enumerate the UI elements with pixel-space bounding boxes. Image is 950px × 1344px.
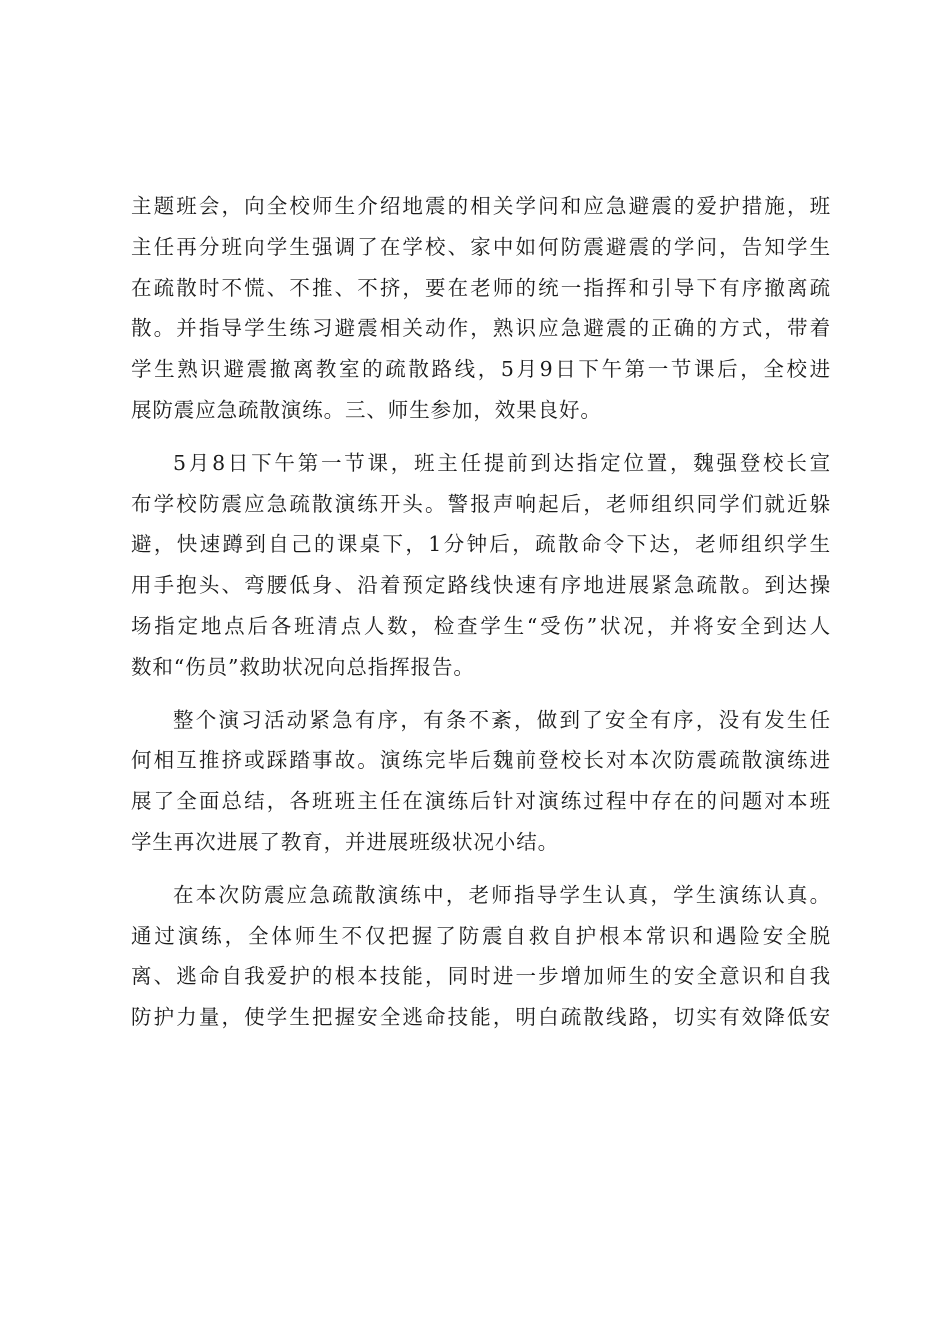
text-line: 场指定地点后各班清点人数，检查学生“受伤”状况，并将安全到达人	[131, 613, 831, 638]
text-line: 通过演练，全体师生不仅把握了防震自救自护根本常识和遇险安全脱	[131, 923, 831, 948]
text-line: 学生熟识避震撤离教室的疏散路线，5月9日下午第一节课后，全校进	[131, 357, 831, 382]
document-body	[131, 186, 831, 1038]
text-line: 数和“伤员”救助状况向总指挥报告。	[131, 654, 475, 679]
text-line: 用手抱头、弯腰低身、沿着预定路线快速有序地进展紧急疏散。到达操	[131, 573, 831, 598]
text-line: 何相互推挤或踩踏事故。演练完毕后魏前登校长对本次防震疏散演练进	[131, 748, 831, 773]
text-line: 布学校防震应急疏散演练开头。警报声响起后，老师组织同学们就近躲	[131, 491, 831, 516]
text-line: 5月8日下午第一节课，班主任提前到达指定位置，魏强登校长宣	[173, 450, 831, 475]
text-line: 学生再次进展了教育，并进展班级状况小结。	[131, 829, 559, 854]
text-line: 展了全面总结，各班班主任在演练后针对演练过程中存在的问题对本班	[131, 789, 831, 814]
paragraph-gap	[131, 863, 831, 875]
text-line: 主题班会，向全校师生介绍地震的相关学问和应急避震的爱护措施，班	[131, 194, 831, 218]
text-line: 避，快速蹲到自己的课桌下，1分钟后，疏散命令下达，老师组织学生	[131, 532, 831, 557]
text-line: 防护力量，使学生把握安全逃命技能，明白疏散线路，切实有效降低安	[131, 1005, 831, 1030]
text-line: 整个演习活动紧急有序，有条不紊，做到了安全有序，没有发生任	[173, 707, 831, 732]
text-line: 在本次防震应急疏散演练中，老师指导学生认真，学生演练认真。	[173, 882, 831, 907]
text-line: 在疏散时不慌、不推、不挤，要在老师的统一指挥和引导下有序撤离疏	[131, 275, 831, 300]
text-line: 展防震应急疏散演练。三、师生参加，效果良好。	[131, 397, 602, 422]
text-line: 散。并指导学生练习避震相关动作，熟识应急避震的正确的方式，带着	[131, 316, 831, 341]
paragraph-gap	[131, 688, 831, 700]
text-line: 离、逃命自我爱护的根本技能，同时进一步增加师生的安全意识和自我	[131, 964, 831, 989]
text-line: 主任再分班向学生强调了在学校、家中如何防震避震的学问，告知学生	[131, 234, 831, 259]
paragraph-gap	[131, 431, 831, 443]
